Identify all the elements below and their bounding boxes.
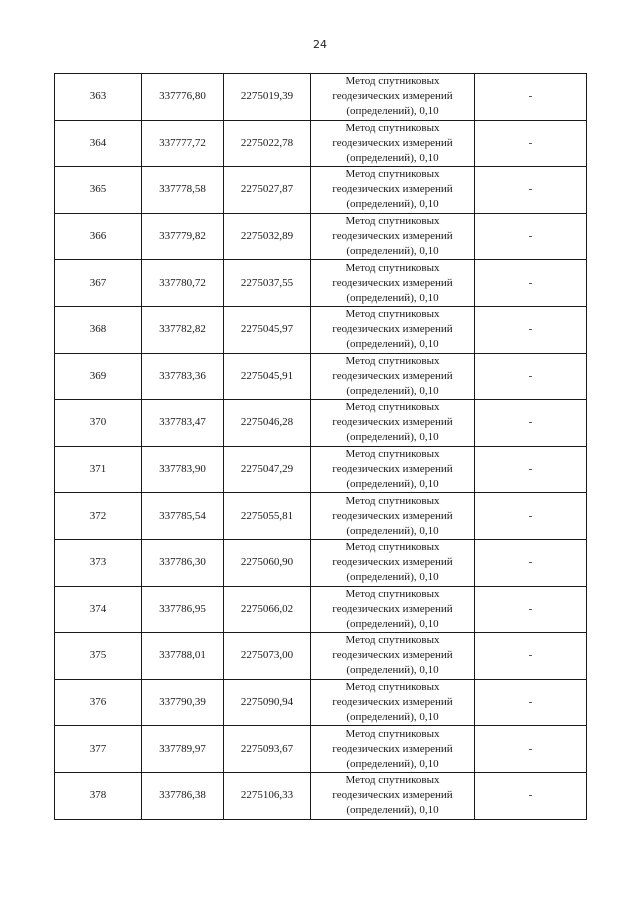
y-coordinate-cell: 2275037,55: [224, 260, 311, 307]
extra-info-cell: -: [475, 74, 587, 121]
y-coordinate-cell: 2275027,87: [224, 167, 311, 214]
y-coordinate-cell: 2275019,39: [224, 74, 311, 121]
x-coordinate-cell: 337783,90: [142, 446, 224, 493]
x-coordinate-cell: 337786,95: [142, 586, 224, 633]
method-cell: [311, 726, 475, 773]
point-number-cell: 374: [55, 586, 142, 633]
table-row: [55, 167, 587, 214]
table-row: [55, 120, 587, 167]
table-row: [55, 400, 587, 447]
method-cell: [311, 167, 475, 214]
method-line: (определений), 0,10: [346, 151, 439, 164]
method-line: геодезических измерений: [332, 463, 453, 476]
method-cell: [311, 586, 475, 633]
method-text: [311, 307, 474, 352]
y-coordinate-cell: 2275066,02: [224, 586, 311, 633]
method-line: Метод спутниковых: [345, 75, 440, 88]
point-number-cell: 366: [55, 213, 142, 260]
method-text: [311, 121, 474, 166]
method-text: [311, 214, 474, 259]
x-coordinate-cell: 337780,72: [142, 260, 224, 307]
y-coordinate-cell: 2275090,94: [224, 679, 311, 726]
method-line: (определений), 0,10: [346, 291, 439, 304]
method-line: Метод спутниковых: [345, 541, 440, 554]
point-number-cell: 371: [55, 446, 142, 493]
method-line: (определений), 0,10: [346, 198, 439, 211]
x-coordinate-cell: 337779,82: [142, 213, 224, 260]
method-cell: [311, 213, 475, 260]
method-text: [311, 447, 474, 492]
method-line: (определений), 0,10: [346, 617, 439, 630]
y-coordinate-cell: 2275045,91: [224, 353, 311, 400]
x-coordinate-cell: 337786,30: [142, 539, 224, 586]
y-coordinate-cell: 2275073,00: [224, 633, 311, 680]
method-text: [311, 354, 474, 399]
extra-info-cell: -: [475, 493, 587, 540]
method-line: Метод спутниковых: [345, 587, 440, 600]
method-line: геодезических измерений: [332, 556, 453, 569]
method-text: [311, 167, 474, 212]
method-text: [311, 773, 474, 818]
x-coordinate-cell: 337790,39: [142, 679, 224, 726]
method-line: геодезических измерений: [332, 323, 453, 336]
method-line: геодезических измерений: [332, 602, 453, 615]
x-coordinate-cell: 337786,38: [142, 772, 224, 819]
method-line: геодезических измерений: [332, 789, 453, 802]
point-number-cell: 372: [55, 493, 142, 540]
method-line: геодезических измерений: [332, 369, 453, 382]
table-row: [55, 539, 587, 586]
point-number-cell: 367: [55, 260, 142, 307]
method-line: Метод спутниковых: [345, 121, 440, 134]
method-line: геодезических измерений: [332, 230, 453, 243]
point-number-cell: 377: [55, 726, 142, 773]
extra-info-cell: -: [475, 679, 587, 726]
table-row: [55, 493, 587, 540]
table-row: [55, 260, 587, 307]
method-line: (определений), 0,10: [346, 478, 439, 491]
extra-info-cell: -: [475, 213, 587, 260]
y-coordinate-cell: 2275060,90: [224, 539, 311, 586]
method-line: (определений), 0,10: [346, 524, 439, 537]
method-line: Метод спутниковых: [345, 448, 440, 461]
method-line: геодезических измерений: [332, 183, 453, 196]
method-line: геодезических измерений: [332, 742, 453, 755]
method-line: (определений), 0,10: [346, 384, 439, 397]
method-cell: [311, 400, 475, 447]
method-text: [311, 400, 474, 445]
method-line: (определений), 0,10: [346, 105, 439, 118]
x-coordinate-cell: 337778,58: [142, 167, 224, 214]
x-coordinate-cell: 337776,80: [142, 74, 224, 121]
method-line: Метод спутниковых: [345, 168, 440, 181]
method-line: (определений), 0,10: [346, 757, 439, 770]
point-number-cell: 365: [55, 167, 142, 214]
x-coordinate-cell: 337785,54: [142, 493, 224, 540]
method-text: [311, 540, 474, 585]
extra-info-cell: -: [475, 586, 587, 633]
point-number-cell: 364: [55, 120, 142, 167]
table-row: [55, 446, 587, 493]
method-line: (определений), 0,10: [346, 571, 439, 584]
method-line: геодезических измерений: [332, 416, 453, 429]
point-number-cell: 376: [55, 679, 142, 726]
method-cell: [311, 446, 475, 493]
method-cell: [311, 633, 475, 680]
y-coordinate-cell: 2275106,33: [224, 772, 311, 819]
method-line: Метод спутниковых: [345, 681, 440, 694]
method-cell: [311, 306, 475, 353]
extra-info-cell: -: [475, 539, 587, 586]
table-row: [55, 586, 587, 633]
table-row: [55, 353, 587, 400]
y-coordinate-cell: 2275046,28: [224, 400, 311, 447]
y-coordinate-cell: 2275045,97: [224, 306, 311, 353]
method-cell: [311, 539, 475, 586]
method-line: (определений), 0,10: [346, 245, 439, 258]
method-line: (определений), 0,10: [346, 431, 439, 444]
method-text: [311, 261, 474, 306]
method-line: геодезических измерений: [332, 696, 453, 709]
method-line: геодезических измерений: [332, 509, 453, 522]
method-line: Метод спутниковых: [345, 401, 440, 414]
method-text: [311, 494, 474, 539]
method-line: Метод спутниковых: [345, 774, 440, 787]
extra-info-cell: -: [475, 633, 587, 680]
method-cell: [311, 679, 475, 726]
y-coordinate-cell: 2275093,67: [224, 726, 311, 773]
point-number-cell: 369: [55, 353, 142, 400]
method-cell: [311, 493, 475, 540]
method-text: [311, 680, 474, 725]
method-line: (определений), 0,10: [346, 664, 439, 677]
y-coordinate-cell: 2275022,78: [224, 120, 311, 167]
method-cell: [311, 353, 475, 400]
extra-info-cell: -: [475, 353, 587, 400]
extra-info-cell: -: [475, 400, 587, 447]
coordinates-table: [54, 73, 587, 820]
method-line: (определений), 0,10: [346, 338, 439, 351]
method-text: [311, 74, 474, 119]
method-cell: [311, 260, 475, 307]
method-cell: [311, 772, 475, 819]
extra-info-cell: -: [475, 260, 587, 307]
x-coordinate-cell: 337783,47: [142, 400, 224, 447]
extra-info-cell: -: [475, 120, 587, 167]
extra-info-cell: -: [475, 446, 587, 493]
extra-info-cell: -: [475, 167, 587, 214]
table-row: [55, 633, 587, 680]
method-line: Метод спутниковых: [345, 261, 440, 274]
table-row: [55, 726, 587, 773]
method-line: Метод спутниковых: [345, 727, 440, 740]
point-number-cell: 375: [55, 633, 142, 680]
x-coordinate-cell: 337783,36: [142, 353, 224, 400]
y-coordinate-cell: 2275055,81: [224, 493, 311, 540]
method-line: геодезических измерений: [332, 649, 453, 662]
method-line: геодезических измерений: [332, 90, 453, 103]
method-line: Метод спутниковых: [345, 634, 440, 647]
method-line: Метод спутниковых: [345, 308, 440, 321]
x-coordinate-cell: 337789,97: [142, 726, 224, 773]
method-cell: [311, 74, 475, 121]
method-line: (определений), 0,10: [346, 804, 439, 817]
method-line: Метод спутниковых: [345, 494, 440, 507]
table-row: [55, 772, 587, 819]
point-number-cell: 363: [55, 74, 142, 121]
method-line: (определений), 0,10: [346, 711, 439, 724]
table-row: [55, 213, 587, 260]
point-number-cell: 378: [55, 772, 142, 819]
method-cell: [311, 120, 475, 167]
table-row: [55, 306, 587, 353]
x-coordinate-cell: 337788,01: [142, 633, 224, 680]
table-row: [55, 74, 587, 121]
extra-info-cell: -: [475, 306, 587, 353]
method-text: [311, 727, 474, 772]
method-line: Метод спутниковых: [345, 215, 440, 228]
y-coordinate-cell: 2275047,29: [224, 446, 311, 493]
method-line: геодезических измерений: [332, 136, 453, 149]
point-number-cell: 373: [55, 539, 142, 586]
point-number-cell: 368: [55, 306, 142, 353]
method-line: Метод спутниковых: [345, 354, 440, 367]
x-coordinate-cell: 337777,72: [142, 120, 224, 167]
y-coordinate-cell: 2275032,89: [224, 213, 311, 260]
method-line: геодезических измерений: [332, 276, 453, 289]
table-row: [55, 679, 587, 726]
method-text: [311, 633, 474, 678]
page-number: 24: [313, 38, 327, 51]
coordinates-table-body: [55, 74, 587, 820]
method-text: [311, 587, 474, 632]
extra-info-cell: -: [475, 772, 587, 819]
x-coordinate-cell: 337782,82: [142, 306, 224, 353]
point-number-cell: 370: [55, 400, 142, 447]
extra-info-cell: -: [475, 726, 587, 773]
